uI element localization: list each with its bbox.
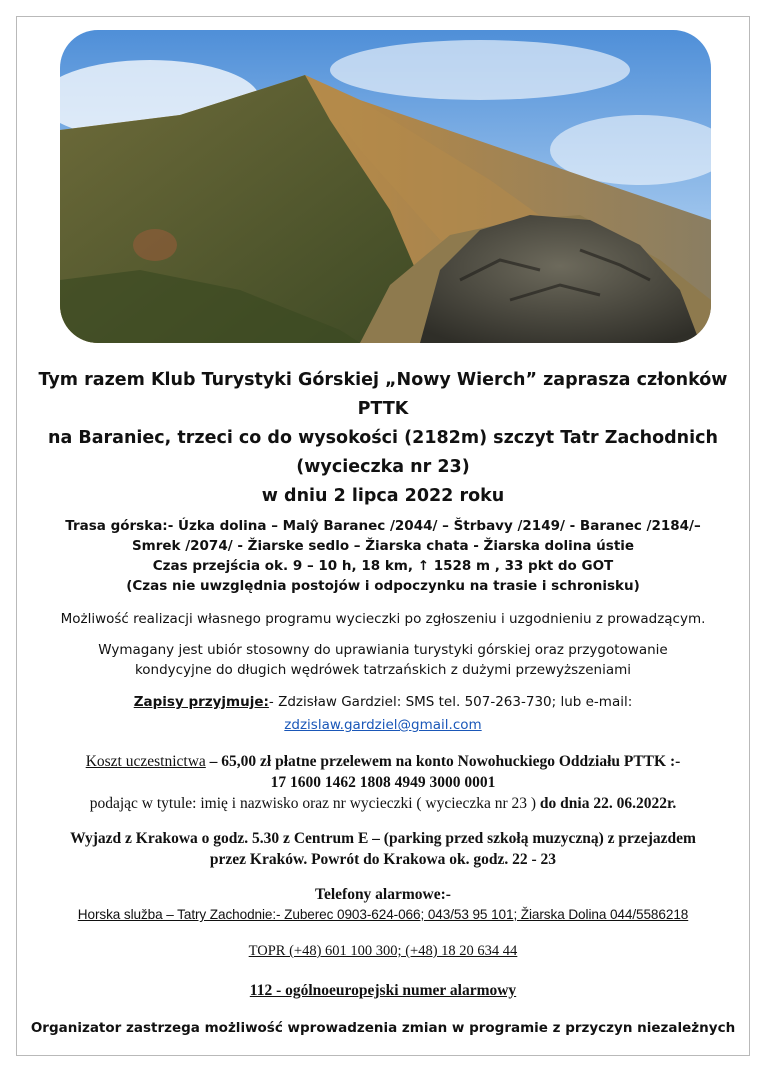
route-line-3: Czas przejścia ok. 9 – 10 h, 18 km, ↑ 1528 m , 33 pkt do GOT [152,558,614,574]
cost-block [16,751,750,814]
mountain-illustration [60,30,711,343]
title-line-4: w dniu 2 lipca 2022 roku [261,486,505,506]
phones-block [16,885,750,925]
route-line-1: Trasa górska:- Úzka dolina – Malŷ Baranec /2044/ – Štrbavy /2149/ - Baranec /2184/– [65,518,701,534]
equipment-block [16,640,750,680]
route-line-2: Smrek /2074/ - Žiarske sedlo – Žiarska chata - Žiarska dolina ústie [131,538,635,554]
title-line-2: na Baraniec, trzeci co do wysokości (2182m) szczyt Tatr Zachodnich [48,428,718,448]
equipment-line-1: Wymagany jest ubiór stosowny do uprawiania turystyki górskiej oraz przygotowanie [98,642,668,658]
signup-label: Zapisy przyjmuje: [133,694,269,710]
signup-text: - Zdzisław Gardziel: SMS tel. 507-263-730; lub e-mail: [268,694,633,710]
title-line-1: Tym razem Klub Turystyki Górskiej „Nowy Wierch” zaprasza członków PTTK [38,370,728,419]
title-line-3: (wycieczka nr 23) [296,457,470,477]
topr-phones: TOPR (+48) 601 100 300; (+48) 18 20 634 44 [248,943,518,959]
horska-phones: Horska služba – Tatry Zachodnie:- Zuberec 0903-624-066; 043/53 95 101; Žiarska Dolina 044/5586218 [77,907,689,922]
phones-heading: Telefony alarmowe:- [315,886,451,903]
euro-phone: 112 - ogólnoeuropejski numer alarmowy [249,982,517,999]
cost-note: podając w tytule: imię i nazwisko oraz nr wycieczki ( wycieczka nr 23 ) [89,795,540,812]
departure-block [16,828,750,870]
cost-account: 17 1600 1462 1808 4949 3000 0001 [270,774,496,791]
departure-line-2: przez Kraków. Powrót do Krakowa ok. godz. 22 - 23 [209,851,557,868]
title-block [16,366,750,511]
footer-note: Organizator zastrzega możliwość wprowadzenia zmian w programie z przyczyn niezależnych [30,1020,736,1036]
cost-deadline: do dnia 22. 06.2022r. [539,795,677,812]
departure-line-1: Wyjazd z Krakowa o godz. 5.30 z Centrum E – (parking przed szkołą muzyczną) z przejazdem [70,830,696,847]
cost-text: – 65,00 zł płatne przelewem na konto Nowohuckiego Oddziału PTTK :- [205,753,681,770]
mountain-photo [60,30,711,343]
route-line-4: (Czas nie uwzględnia postojów i odpoczynku na trasie i schronisku) [126,578,640,594]
email-link[interactable]: zdzislaw.gardziel@gmail.com [284,717,482,733]
equipment-line-2: kondycyjne do długich wędrówek tatrzańskich z dużymi przewyższeniami [134,662,632,678]
own-program-text: Możliwość realizacji własnego programu wycieczki po zgłoszeniu i uzgodnieniu z prowadzącym. [60,611,706,627]
route-block [16,516,750,596]
cost-label: Koszt uczestnictwa [85,753,206,770]
signup-block [16,692,750,735]
